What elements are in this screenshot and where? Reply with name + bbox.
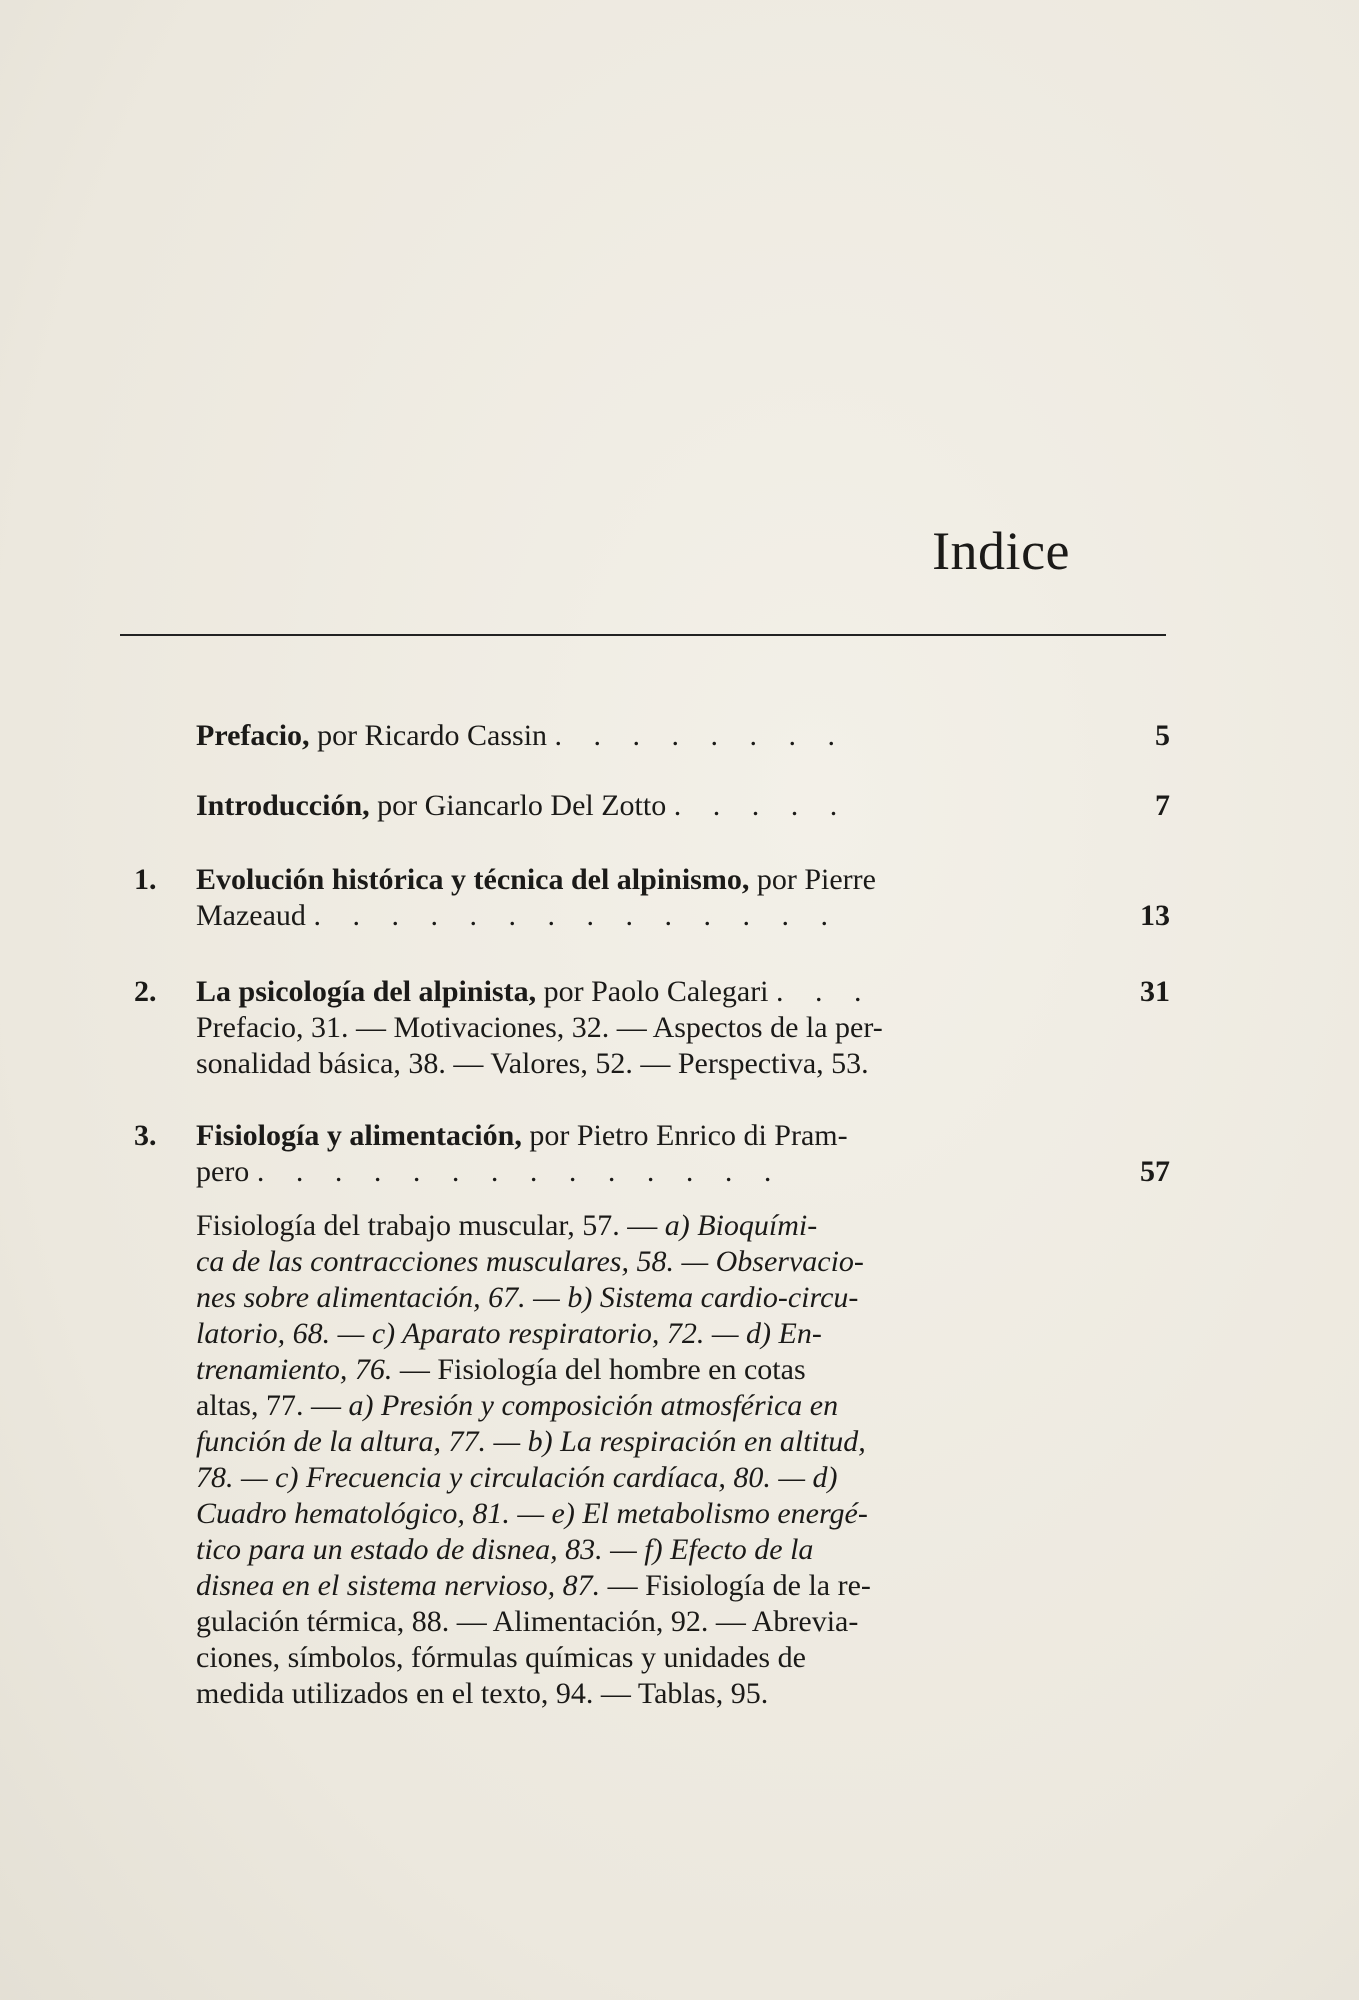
entry-title: Fisiología y alimentación, [196, 1119, 522, 1152]
entry-title: Prefacio, [196, 719, 310, 752]
subsection-line: ca de las contracciones musculares, 58. — Observacio- [196, 1245, 864, 1278]
leader-dots: . . . . . . . . . . . . . . [256, 1155, 784, 1188]
entry-page-number: 7 [1155, 789, 1170, 822]
subsection-line: Cuadro hematológico, 81. — e) El metabolismo energé- [196, 1497, 868, 1530]
entry-title: La psicología del alpinista, [196, 975, 537, 1008]
leader-dots: . . . [776, 975, 874, 1008]
subsection-line: medida utilizados en el texto, 94. — Tablas, 95. [196, 1677, 769, 1710]
entry-number: 3. [134, 1119, 157, 1152]
entry-author-cont: Mazeaud [196, 899, 306, 932]
entry-author-cont: pero [196, 1155, 250, 1188]
leader-dots: . . . . . . . . [554, 719, 848, 752]
entry-page-number: 31 [1140, 975, 1170, 1008]
subsection-line: gulación térmica, 88. — Alimentación, 92. — Abrevia- [196, 1605, 859, 1638]
subsection-line: nes sobre alimentación, 67. — b) Sistema cardio-circu- [196, 1281, 859, 1314]
title-divider [120, 634, 1166, 636]
entry-author: por Giancarlo Del Zotto [377, 789, 667, 822]
entry-author: por Pierre [756, 863, 876, 896]
subsection-line: tico para un estado de disnea, 83. — f) Efecto de la [196, 1533, 814, 1566]
entry-page-number: 57 [1140, 1155, 1170, 1188]
subsection-line: latorio, 68. — c) Aparato respiratorio, 72. — d) En- [196, 1317, 822, 1350]
subsection-line: altas, 77. — a) Presión y composición atmosférica en [196, 1389, 839, 1422]
leader-dots: . . . . . [673, 789, 850, 822]
entry-subsections-line-2: sonalidad básica, 38. — Valores, 52. — Perspectiva, 53. [196, 1047, 869, 1080]
subsection-line: 78. — c) Frecuencia y circulación cardíaca, 80. — d) [196, 1461, 838, 1494]
entry-page-number: 13 [1140, 899, 1170, 932]
subsection-line: disnea en el sistema nervioso, 87. — Fisiología de la re- [196, 1569, 871, 1602]
entry-title: Introducción, [196, 789, 370, 822]
subsection-line: trenamiento, 76. — Fisiología del hombre en cotas [196, 1353, 806, 1386]
entry-author: por Pietro Enrico di Pram- [529, 1119, 848, 1152]
entry-page-number: 5 [1155, 719, 1170, 752]
subsection-line: función de la altura, 77. — b) La respiración en altitud, [196, 1425, 866, 1458]
subsection-line: Fisiología del trabajo muscular, 57. — a) Bioquími- [196, 1209, 818, 1242]
entry-title: Evolución histórica y técnica del alpinismo, [196, 863, 750, 896]
entry-number: 1. [134, 863, 157, 896]
leader-dots: . . . . . . . . . . . . . . [313, 899, 840, 932]
entry-author: por Ricardo Cassin [317, 719, 548, 752]
entry-author: por Paolo Calegari [543, 975, 769, 1008]
subsection-line: ciones, símbolos, fórmulas químicas y unidades de [196, 1641, 806, 1674]
entry-subsections-line-1: Prefacio, 31. — Motivaciones, 32. — Aspectos de la per- [196, 1011, 883, 1044]
page-title: Indice [932, 521, 1070, 581]
entry-number: 2. [134, 975, 157, 1008]
